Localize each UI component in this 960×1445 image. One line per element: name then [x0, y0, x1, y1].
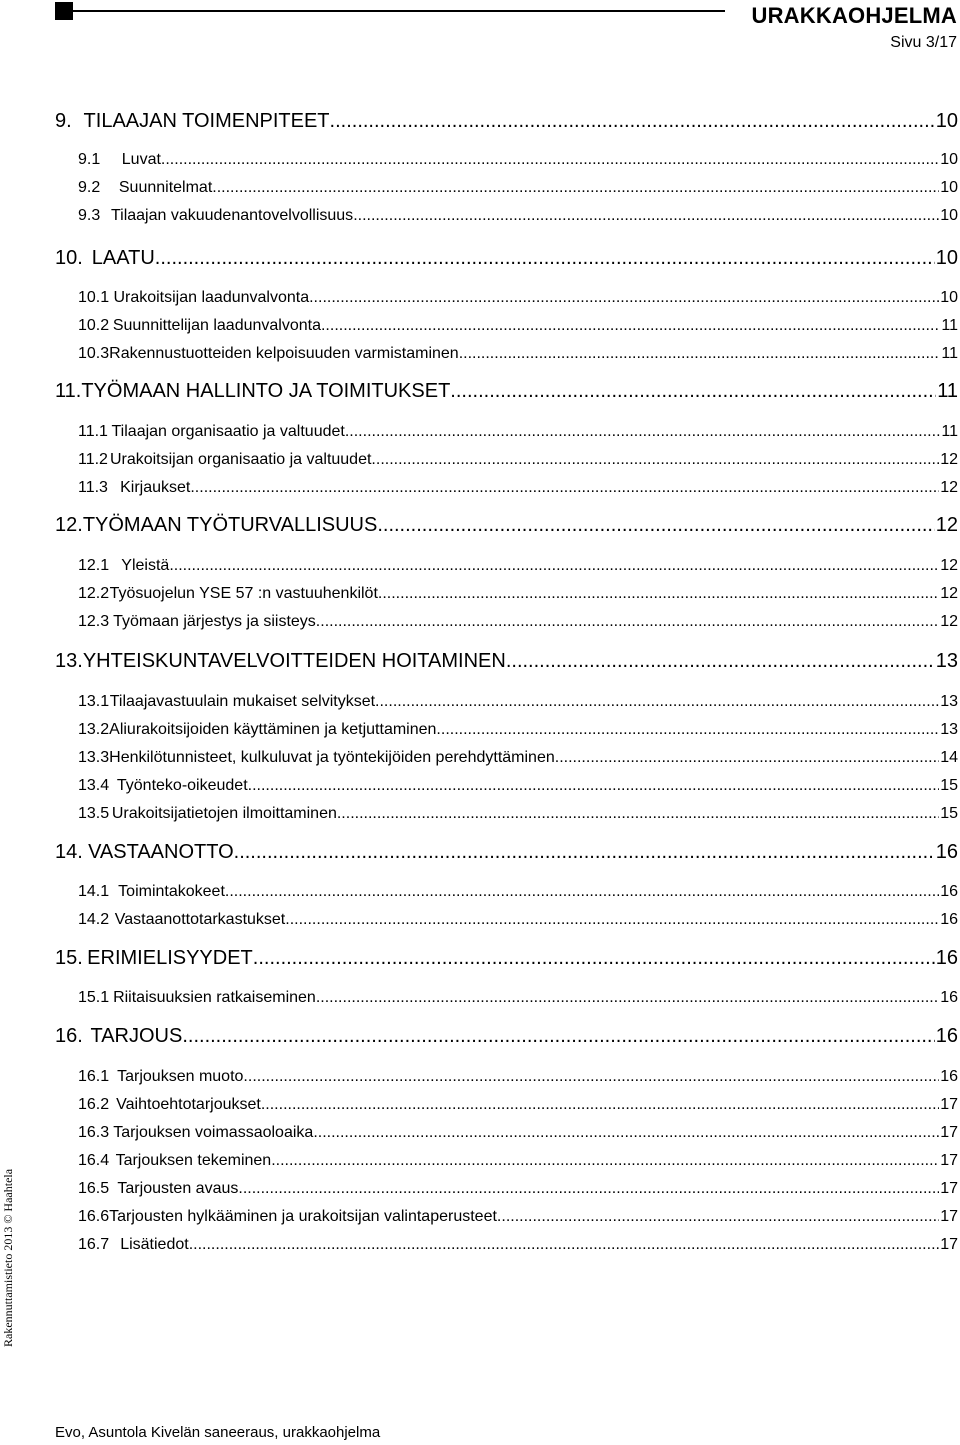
toc-page-number: 17	[940, 1208, 958, 1225]
toc-dot-leader	[189, 1236, 940, 1254]
toc-subsection[interactable]	[55, 1068, 958, 1086]
toc-dot-leader	[271, 1152, 939, 1170]
toc-page-number: 13	[940, 693, 958, 710]
toc-number: 11.3	[78, 479, 108, 496]
toc-number: 10.1	[78, 289, 110, 306]
toc-subsection[interactable]	[55, 479, 958, 497]
toc-subsection[interactable]	[55, 317, 958, 335]
toc-page-number: 12	[940, 557, 958, 574]
toc-label: Tilaajan organisaatio ja valtuudet	[111, 423, 345, 440]
toc-label: Tilaajavastuulain mukaiset selvitykset	[109, 693, 376, 710]
toc-page-number: 16	[940, 989, 958, 1006]
toc-number: 16.6	[78, 1208, 110, 1225]
toc-page-number: 11	[941, 345, 958, 362]
toc-label: Urakoitsijatietojen ilmoittaminen	[111, 805, 337, 822]
toc-subsection[interactable]	[55, 179, 958, 197]
toc-number: 9.3	[78, 207, 101, 224]
toc-page-number: 17	[940, 1180, 958, 1197]
toc-dot-leader	[321, 317, 940, 335]
toc-page-number: 13	[935, 650, 958, 672]
toc-number: 12.3	[78, 613, 110, 630]
toc-subsection[interactable]	[55, 1152, 958, 1170]
toc-subsection[interactable]	[55, 451, 958, 469]
toc-number: 14.2	[78, 911, 110, 928]
toc-dot-leader	[506, 650, 935, 673]
toc-number: 15.	[55, 947, 83, 969]
toc-dot-leader	[234, 841, 935, 864]
toc-label: Riitaisuuksien ratkaiseminen	[113, 989, 316, 1006]
toc-page-number: 11	[941, 317, 958, 334]
toc-dot-leader	[212, 179, 939, 197]
toc-label: Työsuojelun YSE 57 :n vastuuhenkilöt	[109, 585, 378, 602]
page-number: Sivu 3/17	[890, 34, 957, 51]
toc-section[interactable]	[55, 110, 958, 133]
toc-subsection[interactable]	[55, 1208, 958, 1226]
toc-dot-leader	[285, 911, 939, 929]
toc-label: VASTAANOTTO	[88, 841, 234, 863]
toc-subsection[interactable]	[55, 805, 958, 823]
toc-number: 16.5	[78, 1180, 110, 1197]
toc-subsection[interactable]	[55, 777, 958, 795]
toc-page-number: 13	[940, 721, 958, 738]
toc-page-number: 10	[940, 151, 958, 168]
toc-dot-leader	[375, 693, 939, 711]
toc-section[interactable]	[55, 380, 958, 403]
toc-dot-leader	[497, 1208, 939, 1226]
toc-page-number: 12	[940, 585, 958, 602]
toc-dot-leader	[371, 451, 939, 469]
toc-page-number: 16	[940, 883, 958, 900]
toc-dot-leader	[377, 514, 934, 537]
toc-page-number: 11	[941, 423, 958, 440]
toc-section[interactable]	[55, 841, 958, 864]
toc-page-number: 10	[940, 207, 958, 224]
toc-number: 13.3	[78, 749, 110, 766]
toc-page-number: 12	[940, 451, 958, 468]
toc-number: 10.	[55, 247, 83, 269]
toc-label: TARJOUS	[90, 1025, 183, 1047]
toc-label: Tarjouksen tekeminen	[115, 1152, 272, 1169]
toc-subsection[interactable]	[55, 289, 958, 307]
toc-dot-leader	[243, 1068, 939, 1086]
toc-number: 16.2	[78, 1096, 110, 1113]
toc-number: 11.	[55, 380, 82, 402]
toc-label: Aliurakoitsijoiden käyttäminen ja ketjuttaminen	[109, 721, 437, 738]
toc-label: Kirjaukset	[120, 479, 191, 496]
toc-page-number: 16	[940, 911, 958, 928]
toc-number: 16.	[55, 1025, 83, 1047]
toc-page-number: 11	[937, 380, 958, 402]
toc-section[interactable]	[55, 247, 958, 270]
toc-section[interactable]	[55, 514, 958, 537]
toc-number: 13.2	[78, 721, 110, 738]
toc-dot-leader	[353, 207, 939, 225]
toc-label: Tilaajan vakuudenantovelvollisuus	[110, 207, 354, 224]
toc-label: Suunnittelijan laadunvalvonta	[112, 317, 321, 334]
toc-subsection[interactable]	[55, 749, 958, 767]
toc-label: ERIMIELISYYDET	[87, 947, 253, 969]
toc-subsection[interactable]	[55, 693, 958, 711]
document-title: URAKKAOHJELMA	[751, 3, 957, 28]
toc-label: TYÖMAAN TYÖTURVALLISUUS	[82, 514, 378, 536]
toc-dot-leader	[459, 345, 941, 363]
toc-label: Yleistä	[121, 557, 170, 574]
toc-dot-leader	[161, 151, 939, 169]
toc-dot-leader	[155, 247, 935, 270]
toc-label: Toimintakokeet	[118, 883, 225, 900]
toc-label: Henkilötunnisteet, kulkuluvat ja työntekijöiden perehdyttäminen	[109, 749, 555, 766]
toc-number: 11.1	[78, 423, 108, 440]
toc-number: 14.1	[78, 883, 110, 900]
toc-page-number: 15	[940, 777, 958, 794]
header-rule	[55, 10, 725, 12]
toc-number: 15.1	[78, 989, 110, 1006]
toc-dot-leader	[248, 777, 940, 795]
toc-dot-leader	[238, 1180, 939, 1198]
toc-number: 12.	[55, 514, 83, 536]
toc-dot-leader	[378, 585, 939, 603]
toc-page-number: 12	[935, 514, 958, 536]
toc-label: TYÖMAAN HALLINTO JA TOIMITUKSET	[81, 380, 451, 402]
toc-label: Työnteko-oikeudet	[116, 777, 248, 794]
toc-label: Tarjousten avaus	[117, 1180, 239, 1197]
toc-label: YHTEISKUNTAVELVOITTEIDEN HOITAMINEN	[82, 650, 506, 672]
toc-number: 12.1	[78, 557, 110, 574]
toc-dot-leader	[345, 423, 941, 441]
toc-page-number: 10	[940, 179, 958, 196]
page-footer: Evo, Asuntola Kivelän saneeraus, urakkaohjelma	[55, 1424, 381, 1441]
toc-label: Rakennustuotteiden kelpoisuuden varmistaminen	[109, 345, 459, 362]
toc-subsection[interactable]	[55, 989, 958, 1007]
toc-page-number: 17	[940, 1152, 958, 1169]
toc-number: 16.7	[78, 1236, 110, 1253]
toc-page-number: 12	[940, 613, 958, 630]
toc-page-number: 12	[940, 479, 958, 496]
toc-subsection[interactable]	[55, 207, 958, 225]
toc-label: Urakoitsijan organisaatio ja valtuudet	[109, 451, 372, 468]
toc-page-number: 16	[935, 1025, 958, 1047]
toc-page-number: 10	[935, 247, 958, 269]
toc-subsection[interactable]	[55, 1236, 958, 1254]
toc-page-number: 10	[940, 289, 958, 306]
toc-dot-leader	[330, 110, 935, 133]
toc-dot-leader	[337, 805, 939, 823]
toc-section[interactable]	[55, 1025, 958, 1048]
toc-page-number: 14	[940, 749, 958, 766]
toc-dot-leader	[450, 380, 936, 403]
toc-subsection[interactable]	[55, 151, 958, 169]
toc-dot-leader	[316, 989, 939, 1007]
toc-label: Tarjousten hylkääminen ja urakoitsijan valintaperusteet	[109, 1208, 497, 1225]
toc-label: Suunnitelmat	[118, 179, 213, 196]
toc-dot-leader	[253, 947, 935, 970]
toc-subsection[interactable]	[55, 613, 958, 631]
toc-number: 9.1	[78, 151, 101, 168]
toc-page-number: 16	[935, 841, 958, 863]
toc-page-number: 16	[935, 947, 958, 969]
toc-dot-leader	[313, 1124, 939, 1142]
toc-section[interactable]	[55, 947, 958, 970]
toc-label: TILAAJAN TOIMENPITEET	[83, 110, 330, 132]
toc-number: 9.2	[78, 179, 101, 196]
toc-page-number: 17	[940, 1096, 958, 1113]
toc-label: Vastaanottotarkastukset	[114, 911, 286, 928]
toc-dot-leader	[169, 557, 939, 575]
toc-subsection[interactable]	[55, 911, 958, 929]
toc-label: Urakoitsijan laadunvalvonta	[113, 289, 310, 306]
toc-subsection[interactable]	[55, 345, 958, 363]
toc-number: 12.2	[78, 585, 110, 602]
toc-page-number: 16	[940, 1068, 958, 1085]
toc-number: 10.2	[78, 317, 110, 334]
toc-number: 13.5	[78, 805, 110, 822]
toc-number: 9.	[55, 110, 72, 132]
toc-number: 14.	[55, 841, 83, 863]
toc-page-number: 15	[940, 805, 958, 822]
toc-dot-leader	[436, 721, 939, 739]
toc-dot-leader	[309, 289, 939, 307]
toc-subsection[interactable]	[55, 1180, 958, 1198]
toc-number: 16.1	[78, 1068, 110, 1085]
toc-number: 16.3	[78, 1124, 110, 1141]
toc-label: LAATU	[91, 247, 155, 269]
toc-number: 13.1	[78, 693, 110, 710]
toc-dot-leader	[555, 749, 939, 767]
toc-number: 16.4	[78, 1152, 110, 1169]
toc-page-number: 10	[935, 110, 958, 132]
toc-number: 13.4	[78, 777, 110, 794]
toc-dot-leader	[316, 613, 939, 631]
toc-subsection[interactable]	[55, 557, 958, 575]
toc-label: Tarjouksen muoto	[117, 1068, 244, 1085]
toc-page-number: 17	[940, 1236, 958, 1253]
toc-subsection[interactable]	[55, 721, 958, 739]
toc-label: Vaihtoehtotarjoukset	[116, 1096, 261, 1113]
toc-section[interactable]	[55, 650, 958, 673]
toc-label: Luvat	[121, 151, 161, 168]
toc-subsection[interactable]	[55, 585, 958, 603]
toc-number: 11.2	[78, 451, 108, 468]
toc-dot-leader	[225, 883, 939, 901]
toc-subsection[interactable]	[55, 883, 958, 901]
toc-subsection[interactable]	[55, 423, 958, 441]
toc-subsection[interactable]	[55, 1124, 958, 1142]
toc-dot-leader	[261, 1096, 939, 1114]
toc-number: 13.	[55, 650, 83, 672]
toc-label: Työmaan järjestys ja siisteys	[113, 613, 316, 630]
toc-dot-leader	[190, 479, 939, 497]
toc-page-number: 17	[940, 1124, 958, 1141]
toc-label: Lisätiedot	[120, 1236, 189, 1253]
copyright-side-text: Rakennuttamistieto 2013 © Haahtela	[1, 1168, 15, 1347]
toc-label: Tarjouksen voimassaoloaika	[113, 1124, 314, 1141]
toc-subsection[interactable]	[55, 1096, 958, 1114]
toc-number: 10.3	[78, 345, 110, 362]
toc-dot-leader	[182, 1025, 934, 1048]
